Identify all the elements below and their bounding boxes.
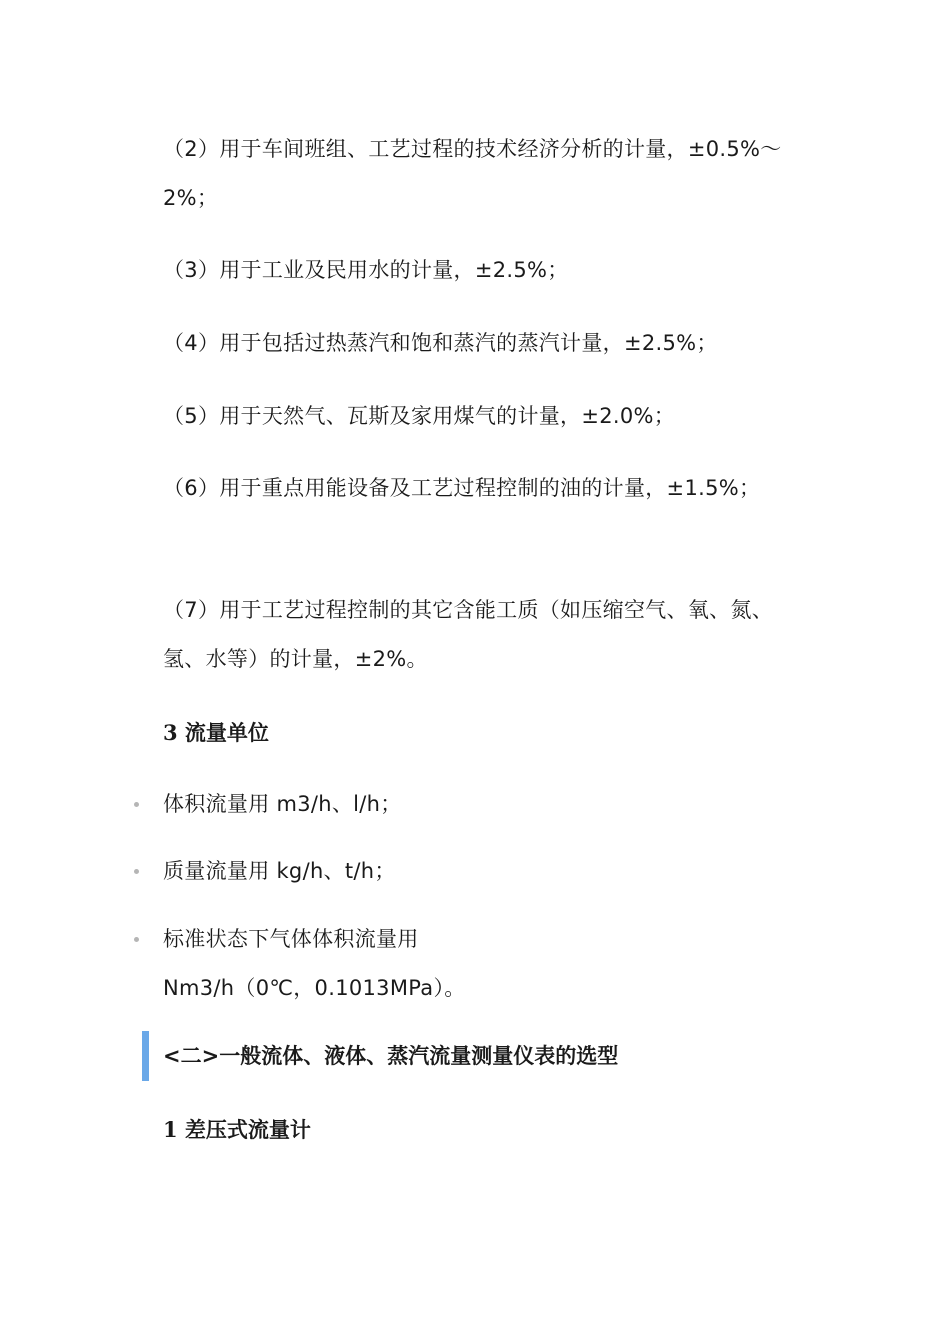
section-heading-text: <二>一般流体、液体、蒸汽流量测量仪表的选型 (163, 1044, 619, 1068)
list-item-text: 体积流量用 m3/h、l/h； (163, 792, 402, 816)
bullet-icon (134, 869, 139, 874)
section-heading (142, 1031, 802, 1081)
paragraph-item-3: （3）用于工业及民用水的计量，±2.5%； (163, 258, 569, 282)
bullet-icon (134, 802, 139, 807)
paragraph-item-2: （2）用于车间班组、工艺过程的技术经济分析的计量，±0.5%～2%； (163, 137, 782, 210)
subheading-differential-pressure: 1 差压式流量计 (163, 1117, 311, 1142)
subheading-flow-units: 3 流量单位 (163, 720, 269, 745)
section-accent-bar (142, 1031, 149, 1081)
bullet-icon (134, 937, 139, 942)
paragraph-item-6: （6）用于重点用能设备及工艺过程控制的油的计量，±1.5%； (163, 476, 761, 500)
paragraph-item-7: （7）用于工艺过程控制的其它含能工质（如压缩空气、氧、氮、氢、水等）的计量，±2%。 (163, 598, 774, 671)
paragraph-item-5: （5）用于天然气、瓦斯及家用煤气的计量，±2.0%； (163, 404, 676, 428)
list-item-text: 标准状态下气体体积流量用 Nm3/h（0℃，0.1013MPa）。 (163, 927, 466, 1000)
list-item-text: 质量流量用 kg/h、t/h； (163, 859, 396, 883)
paragraph-item-4: （4）用于包括过热蒸汽和饱和蒸汽的蒸汽计量，±2.5%； (163, 331, 718, 355)
